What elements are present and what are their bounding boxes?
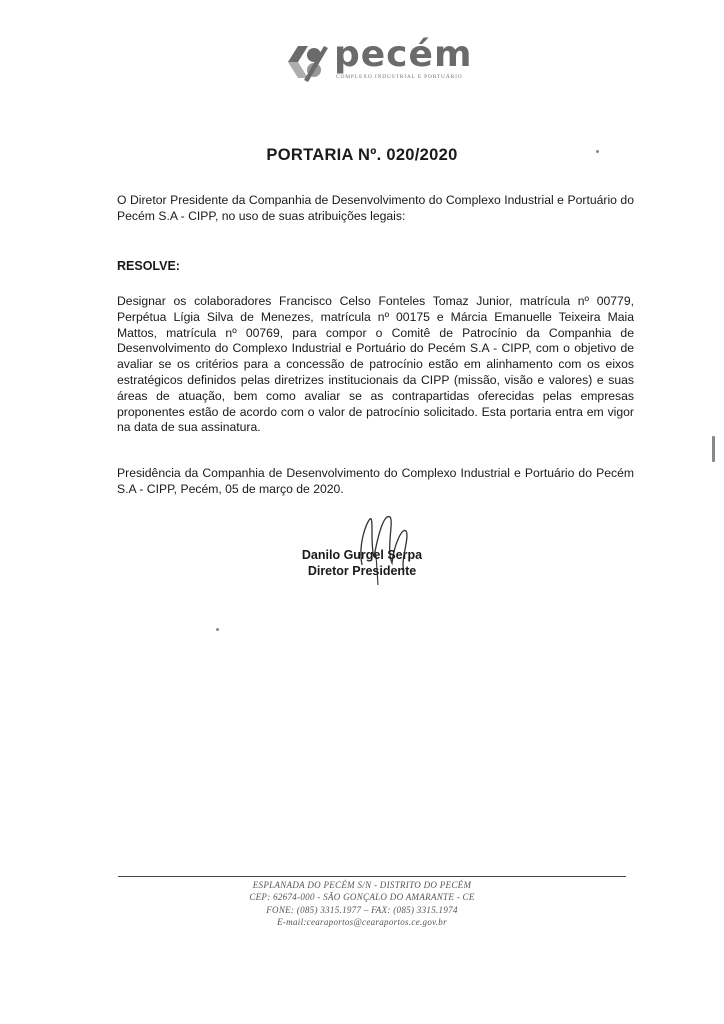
signatory-name: Danilo Gurgel Serpa bbox=[301, 548, 423, 562]
company-logo bbox=[284, 34, 484, 86]
intro-paragraph: O Diretor Presidente da Companhia de Desenvolvimento do Complexo Industrial e Portuário do Pecém S.A - CIPP, no uso de suas atribuições legais: bbox=[117, 193, 634, 223]
logo-wordmark: pecém bbox=[334, 34, 473, 75]
footer-divider bbox=[118, 876, 626, 877]
signatory-role: Diretor Presidente bbox=[307, 564, 417, 578]
body-paragraph: Designar os colaboradores Francisco Celso Fonteles Tomaz Junior, matrícula nº 00779, Perpétua Lígia Silva de Menezes, matrícula nº 00175 e Márcia Emanuelle Teixeira Maia Mattos, matrícula nº 00769, para compor o Comitê de Patrocínio da Companhia de Desenvolvimento do Complexo Industrial e Portuário do Pecém S.A - CIPP, com o objetivo de avaliar se os critérios para a concessão de patrocínio estão em alinhamento com os eixos estratégicos definidos pelas diretrizes institucionais da CIPP (missão, visão e valores) e suas áreas de atuação, bem como avaliar se as contrapartidas oferecidas pelas empresas proponentes estão de acordo com o valor de patrocínio solicitado. Esta portaria entra em vigor na data de sua assinatura. bbox=[117, 294, 634, 435]
footer-address-line: ESPLANADA DO PECÉM S/N - DISTRITO DO PECÉM bbox=[252, 880, 472, 890]
resolve-heading: RESOLVE: bbox=[117, 259, 180, 273]
footer-phone-line: FONE: (085) 3315.1977 – FAX: (085) 3315.1974 bbox=[266, 904, 458, 915]
scan-mark bbox=[712, 436, 715, 462]
footer-address bbox=[0, 879, 724, 929]
scan-speck bbox=[596, 150, 599, 153]
footer-email-line: E-mail:cearaportos@cearaportos.ce.gov.br bbox=[277, 917, 447, 928]
document-title: PORTARIA Nº. 020/2020 bbox=[266, 146, 458, 164]
closing-paragraph: Presidência da Companhia de Desenvolvimento do Complexo Industrial e Portuário do Pecém S.A - CIPP, Pecém, 05 de março de 2020. bbox=[117, 466, 634, 496]
pecem-logo-mark-icon bbox=[284, 42, 328, 82]
logo-subtitle: COMPLEXO INDUSTRIAL E PORTUÁRIO bbox=[336, 74, 463, 80]
scan-speck bbox=[216, 628, 219, 631]
footer-cep-line: CEP: 62674-000 - SÃO GONÇALO DO AMARANTE - CE bbox=[249, 892, 475, 903]
